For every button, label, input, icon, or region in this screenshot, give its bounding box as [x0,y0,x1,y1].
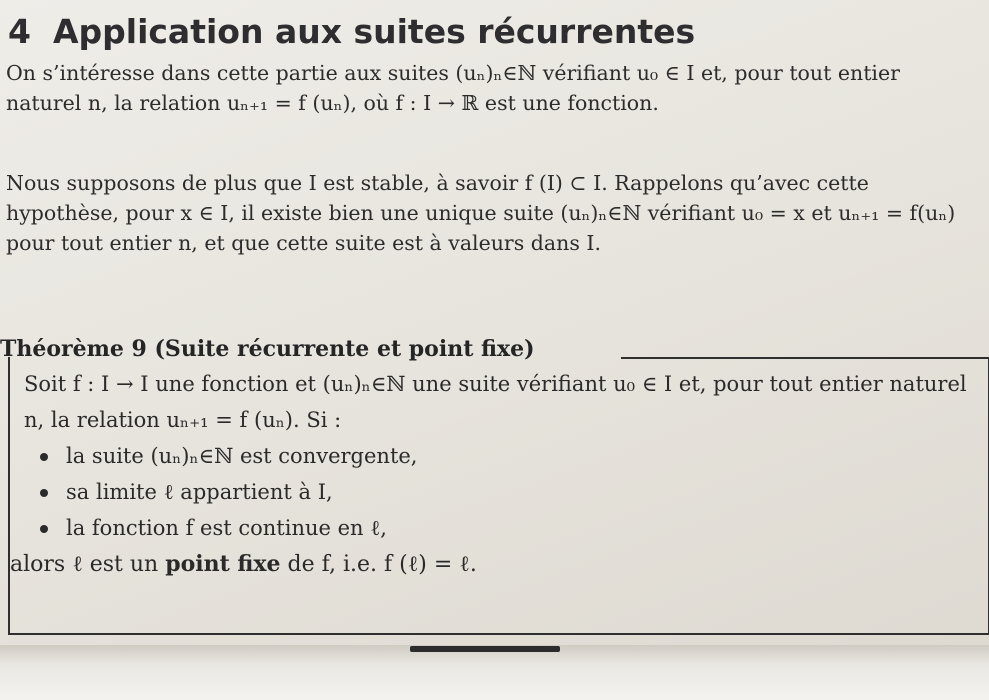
conclusion-end: de f, i.e. f (ℓ) = ℓ. [280,552,477,577]
intro-paragraph [6,58,971,118]
condition-item: la suite (uₙ)ₙ∈ℕ est convergente, [36,438,974,474]
theorem-title: Théorème 9 (Suite récurrente et point fixe) [0,336,535,362]
section-title: Application aux suites récurrentes [52,12,696,51]
intro-text: On s’intéresse dans cette partie aux suites (uₙ)ₙ∈ℕ vérifiant u₀ ∈ I et, pour tout entier naturel n, la relation uₙ₊₁ = f (uₙ), où f : I → ℝ est une fonction. [6,61,900,115]
condition-item: sa limite ℓ appartient à I, [36,474,974,510]
stability-paragraph [6,168,971,258]
condition-item: la fonction f est continue en ℓ, [36,510,974,546]
conclusion-term: point fixe [165,551,281,577]
theorem-conclusion [10,546,974,583]
conclusion-start: alors ℓ est un [10,552,166,577]
stability-text: Nous supposons de plus que I est stable, à savoir f (I) ⊂ I. Rappelons qu’avec cette hypothèse, pour x ∈ I, il existe bien une unique suite (uₙ)ₙ∈ℕ vérifiant u₀ = x et uₙ₊₁ = f(uₙ) pour tout entier n, et que cette suite est à valeurs dans I. [6,171,956,255]
section-heading [8,12,695,51]
dark-strip [410,646,560,652]
section-number: 4 [8,12,31,51]
theorem-body [10,366,974,583]
theorem-conditions [24,438,974,546]
theorem-statement: Soit f : I → I une fonction et (uₙ)ₙ∈ℕ une suite vérifiant u₀ ∈ I et, pour tout entier naturel n, la relation uₙ₊₁ = f (uₙ). Si : [24,372,967,432]
page-bottom-edge [0,645,989,700]
